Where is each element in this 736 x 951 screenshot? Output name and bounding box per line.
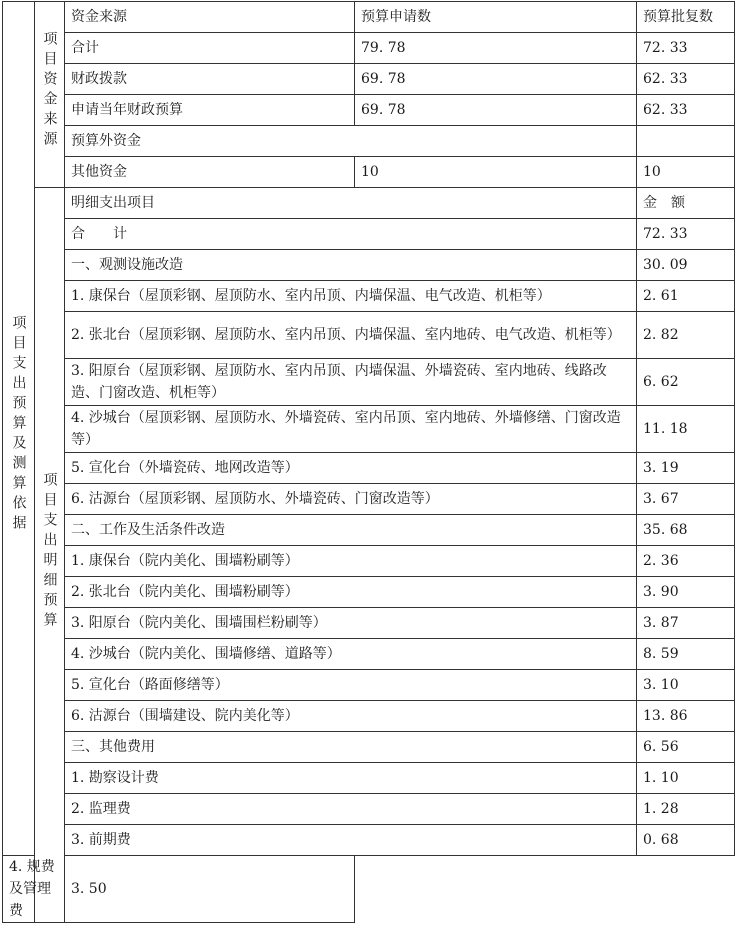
detail-item: 6. 沽源台（围墙建设、院内美化等）: [65, 701, 637, 732]
detail-row: [3, 825, 735, 856]
funding-row: [3, 64, 735, 95]
detail-budget-label: 项目支出明细预算: [35, 188, 65, 923]
detail-row: [3, 219, 735, 250]
detail-item: 合 计: [65, 219, 637, 250]
detail-amount: 3. 50: [65, 856, 355, 923]
funding-header-approved: 预算批复数: [637, 2, 735, 33]
detail-amount: 3. 67: [637, 484, 735, 515]
detail-item: 1. 勘察设计费: [65, 763, 637, 794]
detail-row: [3, 608, 735, 639]
funding-header-source: 资金来源: [65, 2, 355, 33]
detail-amount: 72. 33: [637, 219, 735, 250]
detail-row: [3, 794, 735, 825]
detail-item: 2. 张北台（屋顶彩钢、屋顶防水、室内吊顶、内墙保温、室内地砖、电气改造、机柜等）: [65, 312, 637, 359]
detail-item: 5. 宣化台（路面修缮等）: [65, 670, 637, 701]
detail-row: [3, 359, 735, 406]
detail-row: [3, 546, 735, 577]
detail-amount: 0. 68: [637, 825, 735, 856]
detail-row: [3, 732, 735, 763]
funding-header-requested: 预算申请数: [355, 2, 637, 33]
detail-row: [3, 250, 735, 281]
detail-amount: 2. 36: [637, 546, 735, 577]
expenditure-basis-label: 项目支出预算及测算依据: [3, 2, 35, 856]
detail-item: 5. 宣化台（外墙瓷砖、地网改造等）: [65, 453, 637, 484]
funding-name: 申请当年财政预算: [65, 95, 355, 126]
detail-row: [3, 453, 735, 484]
detail-item: 6. 沽源台（屋顶彩钢、屋顶防水、外墙瓷砖、门窗改造等）: [65, 484, 637, 515]
detail-amount: 6. 62: [637, 359, 735, 406]
detail-row: [3, 577, 735, 608]
detail-amount: 11. 18: [637, 406, 735, 453]
detail-item: 1. 康保台（屋顶彩钢、屋顶防水、室内吊顶、内墙保温、电气改造、机柜等）: [65, 281, 637, 312]
detail-row: [3, 312, 735, 359]
funding-name: 财政拨款: [65, 64, 355, 95]
funding-approved: 10: [637, 157, 735, 188]
funding-approved: 62. 33: [637, 95, 735, 126]
funding-approved: [637, 126, 735, 157]
funding-requested: 79. 78: [355, 33, 637, 64]
detail-amount: 3. 90: [637, 577, 735, 608]
detail-item: 一、观测设施改造: [65, 250, 637, 281]
detail-item: 二、工作及生活条件改造: [65, 515, 637, 546]
detail-item: 3. 阳原台（院内美化、围墙围栏粉刷等）: [65, 608, 637, 639]
detail-header-amount: 金 额: [637, 188, 735, 219]
funding-row: [3, 126, 735, 157]
detail-item: 2. 监理费: [65, 794, 637, 825]
funding-requested: 69. 78: [355, 95, 637, 126]
detail-amount: 8. 59: [637, 639, 735, 670]
detail-row: [3, 763, 735, 794]
detail-row: [3, 639, 735, 670]
detail-header-item: 明细支出项目: [65, 188, 637, 219]
funding-row: [3, 33, 735, 64]
detail-amount: 3. 19: [637, 453, 735, 484]
funding-name: 其他资金: [65, 157, 355, 188]
detail-row: [3, 515, 735, 546]
detail-row: [3, 406, 735, 453]
funding-requested: 10: [355, 157, 637, 188]
detail-item: 三、其他费用: [65, 732, 637, 763]
detail-item: 4. 规费及管理费: [3, 856, 65, 923]
detail-amount: 3. 10: [637, 670, 735, 701]
detail-amount: 30. 09: [637, 250, 735, 281]
detail-amount: 13. 86: [637, 701, 735, 732]
funding-row: [3, 157, 735, 188]
detail-item: 1. 康保台（院内美化、围墙粉刷等）: [65, 546, 637, 577]
funding-approved: 72. 33: [637, 33, 735, 64]
detail-row: [3, 701, 735, 732]
budget-table: [2, 1, 735, 923]
detail-row: [3, 484, 735, 515]
detail-item: 4. 沙城台（屋顶彩钢、屋顶防水、外墙瓷砖、室内吊顶、室内地砖、外墙修缮、门窗改造等）: [65, 406, 637, 453]
detail-row: [3, 670, 735, 701]
funding-name: 合计: [65, 33, 355, 64]
detail-amount: 1. 10: [637, 763, 735, 794]
detail-item: 4. 沙城台（院内美化、围墙修缮、道路等）: [65, 639, 637, 670]
funding-requested: 69. 78: [355, 64, 637, 95]
funding-name: 预算外资金: [65, 126, 637, 157]
fund-source-label: 项目资金来源: [35, 2, 65, 188]
detail-item: 3. 前期费: [65, 825, 637, 856]
detail-item: 3. 阳原台（屋顶彩钢、屋顶防水、室内吊顶、内墙保温、外墙瓷砖、室内地砖、线路改造、门窗改造、机柜等）: [65, 359, 637, 406]
detail-item: 2. 张北台（院内美化、围墙粉刷等）: [65, 577, 637, 608]
detail-amount: 2. 82: [637, 312, 735, 359]
detail-amount: 6. 56: [637, 732, 735, 763]
detail-amount: 35. 68: [637, 515, 735, 546]
detail-amount: 1. 28: [637, 794, 735, 825]
detail-row: [3, 856, 735, 923]
funding-approved: 62. 33: [637, 64, 735, 95]
detail-amount: 3. 87: [637, 608, 735, 639]
funding-row: [3, 95, 735, 126]
detail-row: [3, 281, 735, 312]
detail-amount: 2. 61: [637, 281, 735, 312]
